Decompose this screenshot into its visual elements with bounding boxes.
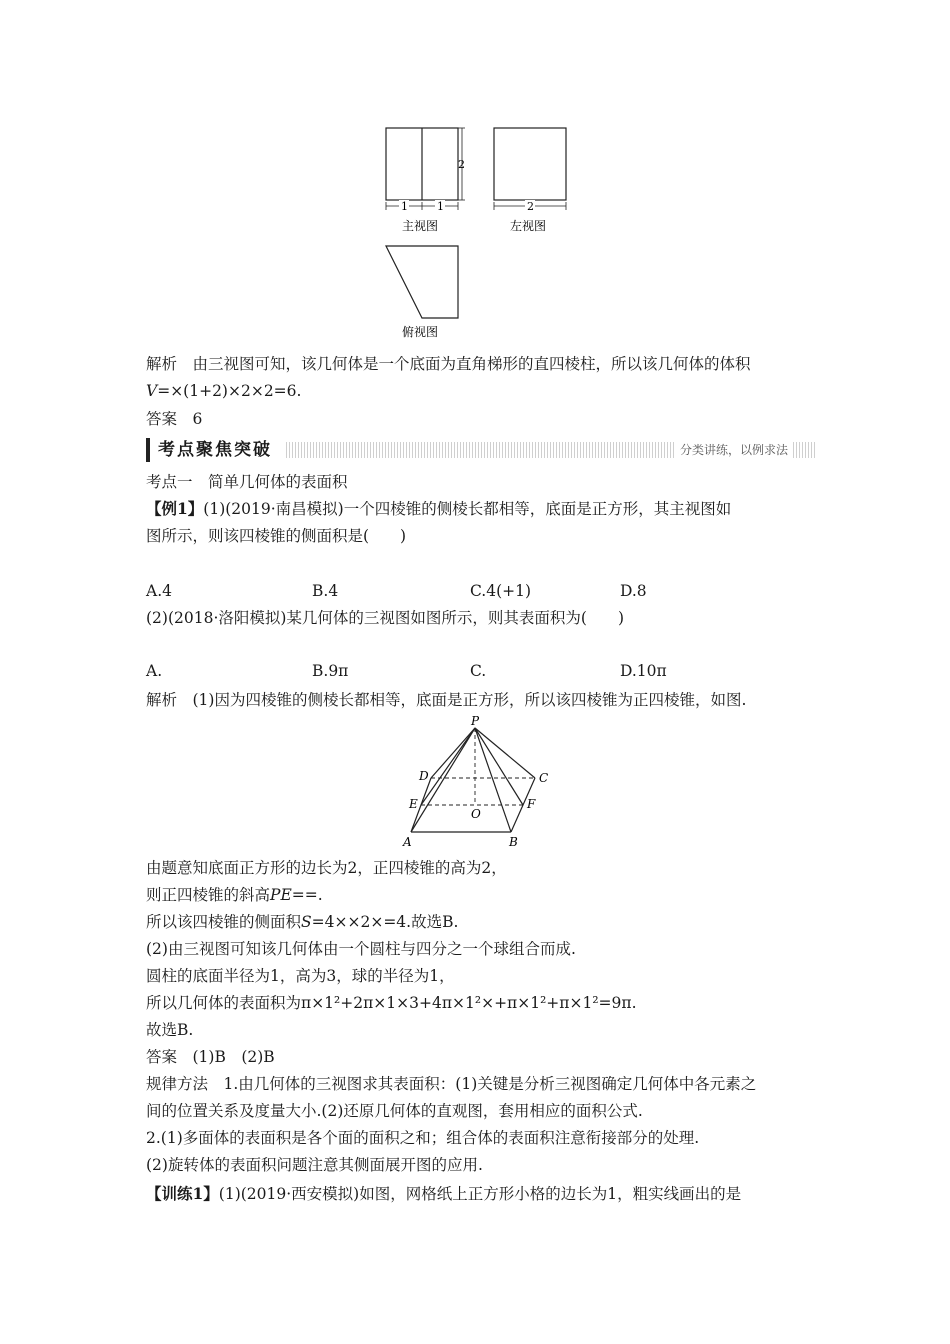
solution-line3: 则正四棱锥的斜高PE==.	[146, 886, 323, 904]
top-view-trapezoid	[386, 246, 458, 318]
training-label: 【训练1】	[146, 1184, 219, 1203]
solution-line2: 由题意知底面正方形的边长为2，正四棱锥的高为2，	[146, 859, 507, 877]
answer2: 答案 (1)B (2)B	[146, 1048, 275, 1066]
example1-line1: 【例1】(1)(2019·南昌模拟)一个四棱锥的侧棱长都相等，底面是正方形，其主视图如	[146, 499, 732, 518]
section-banner	[146, 438, 816, 462]
example1-q2: (2)(2018·洛阳模拟)某几何体的三视图如图所示，则其表面积为( )	[146, 609, 625, 627]
front-width-label-2: 1	[437, 200, 444, 213]
option-d1: D.8	[620, 582, 647, 600]
solution-line6: 圆柱的底面半径为1，高为3，球的半径为1，	[146, 967, 455, 985]
solution-line5: (2)由三视图可知该几何体由一个圆柱与四分之一个球组合而成.	[146, 940, 576, 958]
method-line3: 2.(1)多面体的表面积是各个面的面积之和；组合体的表面积注意衔接部分的处理.	[146, 1129, 700, 1147]
example-label: 【例1】	[146, 499, 204, 518]
method-line1: 规律方法 1.由几何体的三视图求其表面积：(1)关键是分析三视图确定几何体中各元素之	[146, 1075, 757, 1093]
solution-intro-line2: V=×(1+2)×2×2=6.	[146, 382, 302, 400]
method-line2: 间的位置关系及度量大小.(2)还原几何体的直观图，套用相应的面积公式.	[146, 1102, 643, 1120]
banner-title: 考点聚焦突破	[146, 438, 280, 462]
vertex-label-d: D	[419, 769, 429, 783]
three-view-figure	[370, 120, 580, 345]
solution-line7: 所以几何体的表面积为π×1²+2π×1×3+4π×1²×+π×1²+π×1²=9π.	[146, 994, 637, 1012]
option-b1: B.4	[312, 582, 339, 600]
option-d2: D.10π	[620, 662, 667, 680]
solution-intro-line1: 解析 由三视图可知，该几何体是一个底面为直角梯形的直四棱柱，所以该几何体的体积	[146, 355, 751, 373]
method-line4: (2)旋转体的表面积问题注意其侧面展开图的应用.	[146, 1156, 483, 1174]
option-c2: C.	[470, 662, 487, 680]
top-view-caption: 俯视图	[402, 325, 439, 339]
front-height-label: 2	[458, 158, 465, 171]
vertex-label-p: P	[471, 714, 480, 728]
solution-line1: 解析 (1)因为四棱锥的侧棱长都相等，底面是正方形，所以该四棱锥为正四棱锥，如图.	[146, 691, 747, 709]
vertex-label-o: O	[471, 807, 481, 821]
banner-subtitle: 分类讲练，以例求法	[676, 442, 792, 458]
solution-line4: 所以该四棱锥的侧面积S=4××2×=4.故选B.	[146, 913, 459, 931]
answer-intro: 答案 6	[146, 410, 203, 428]
vertex-label-b: B	[509, 835, 518, 849]
left-width-label: 2	[527, 200, 534, 213]
volume-var: V	[146, 382, 158, 400]
topic-heading: 考点一 简单几何体的表面积	[146, 473, 348, 491]
vertex-label-e: E	[409, 797, 418, 811]
vertex-label-a: A	[403, 835, 412, 849]
option-a1: A.4	[146, 582, 172, 600]
left-view-rect	[494, 128, 566, 200]
solution-line8: 故选B.	[146, 1021, 194, 1039]
pyramid-figure	[395, 714, 560, 850]
example1-line2: 图所示，则该四棱锥的侧面积是( )	[146, 527, 407, 545]
vertex-label-c: C	[539, 771, 549, 785]
vertex-label-f: F	[527, 797, 536, 811]
option-b2: B.9π	[312, 662, 349, 680]
option-c1: C.4(+1)	[470, 582, 532, 600]
front-view-caption: 主视图	[402, 219, 439, 233]
front-width-label-1: 1	[401, 200, 408, 213]
option-a2: A.	[146, 662, 163, 680]
training-line: 【训练1】(1)(2019·西安模拟)如图，网格纸上正方形小格的边长为1，粗实线画出的是	[146, 1184, 742, 1203]
left-view-caption: 左视图	[510, 219, 547, 233]
